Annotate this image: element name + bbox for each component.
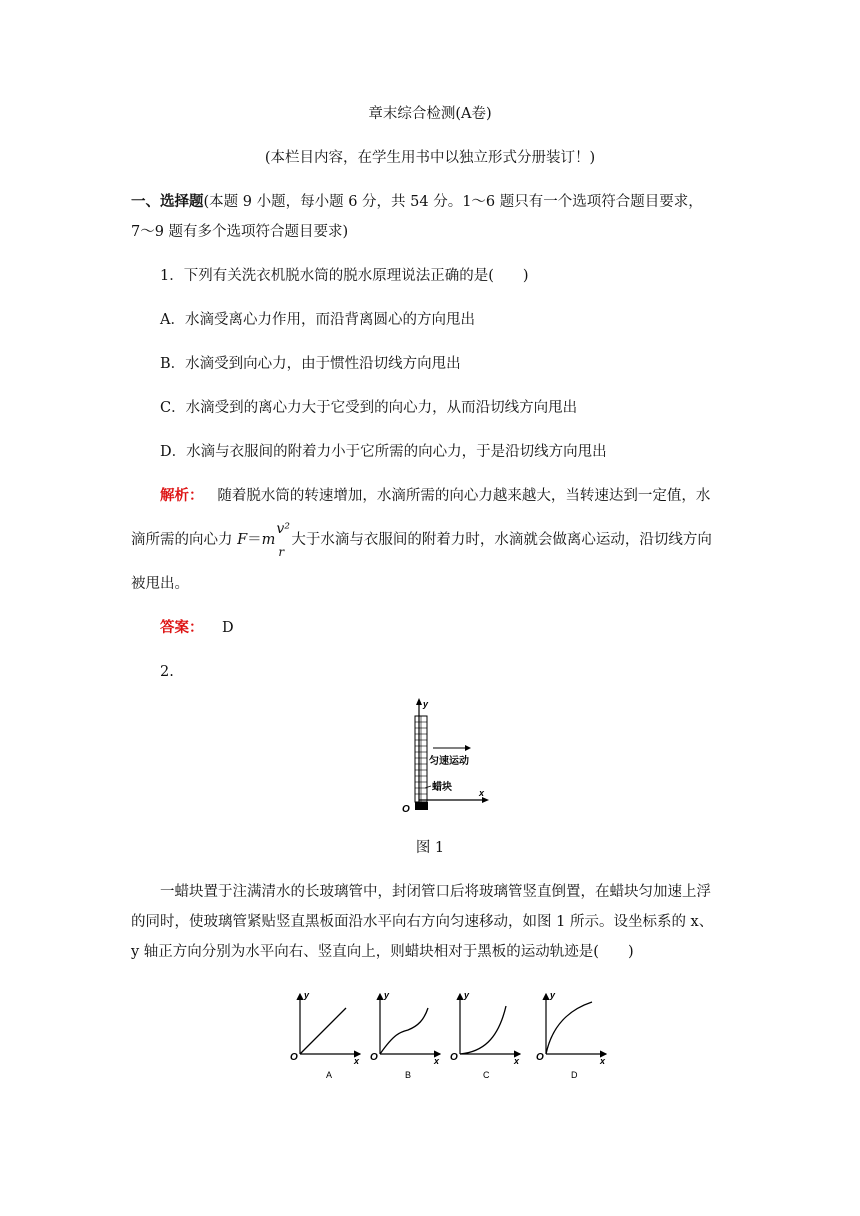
choice-d-origin: O (536, 1052, 544, 1063)
formula-numerator: v² (276, 521, 290, 537)
choice-d-y: y (550, 990, 556, 1000)
formula-f: F (237, 532, 248, 548)
formula-eq: ＝ (247, 532, 262, 548)
binding-note: (本栏目内容，在学生用书中以独立形式分册装订！) (264, 150, 596, 166)
choice-d-x: x (600, 1056, 606, 1066)
fig1-x-label: x (479, 788, 485, 798)
choice-b-x: x (434, 1056, 440, 1066)
choice-c-graph (450, 990, 520, 1080)
q1-answer (160, 618, 234, 638)
q2-choice-graphs (286, 986, 616, 1082)
formula-denominator: r (278, 545, 285, 559)
q1-option-c: C．水滴受到的离心力大于它受到的向心力，从而沿切线方向甩出 (160, 400, 578, 416)
answer-label: 答案： (160, 619, 204, 636)
choice-d-label: D (571, 1070, 578, 1080)
page-title: 章末综合检测(A卷) (368, 106, 492, 122)
choice-c-y: y (464, 990, 470, 1000)
fig1-block-label: 蜡块 (432, 782, 452, 793)
answer-value: D (221, 620, 234, 636)
choice-c-origin: O (450, 1052, 458, 1063)
fig1-y-label: y (423, 699, 429, 709)
choice-c-label: C (483, 1070, 490, 1080)
q1-analysis (160, 486, 710, 506)
choice-a-x: x (354, 1056, 360, 1066)
section-header (131, 192, 703, 212)
section-heading: 一、选择题 (131, 193, 204, 210)
choice-a-graph (290, 990, 360, 1080)
choice-a-origin: O (290, 1052, 298, 1063)
q1-analysis-line2 (131, 521, 712, 559)
q2-stem-line3: y 轴正方向分别为水平向右、竖直向上，则蜡块相对于黑板的运动轨迹是( ) (131, 944, 634, 960)
choice-a-label: A (326, 1070, 333, 1080)
fig1-motion-label: 匀速运动 (429, 756, 469, 767)
analysis-text-2a: 滴所需的向心力 (131, 532, 233, 548)
q1-analysis-line3: 被甩出。 (131, 576, 189, 592)
choice-c-x: x (514, 1056, 520, 1066)
formula-m: m (261, 532, 276, 548)
choice-b-origin: O (370, 1052, 378, 1063)
choice-b-label: B (405, 1070, 412, 1080)
q2-stem-line2: 的同时，使玻璃管紧贴竖直黑板面沿水平向右方向匀速移动，如图 1 所示。设坐标系的 x、 (131, 914, 714, 930)
analysis-text-1: 随着脱水筒的转速增加，水滴所需的向心力越来越大，当转速达到一定值，水 (217, 488, 711, 504)
formula-fraction (275, 521, 291, 559)
analysis-label: 解析： (160, 487, 204, 504)
q2-number: 2. (160, 664, 174, 680)
q2-stem-line1: 一蜡块置于注满清水的长玻璃管中，封闭管口后将玻璃管竖直倒置，在蜡块匀加速上浮 (160, 884, 711, 900)
choice-b-graph (370, 990, 440, 1080)
analysis-text-2b: 大于水滴与衣服间的附着力时，水滴就会做离心运动，沿切线方向 (291, 532, 712, 548)
q1-option-d: D．水滴与衣服间的附着力小于它所需的向心力，于是沿切线方向甩出 (160, 444, 607, 460)
figure-1-glass-tube (395, 696, 495, 816)
choice-b-y: y (384, 990, 390, 1000)
section-desc-cont: 7～9 题有多个选项符合题目要求) (131, 224, 349, 240)
section-desc: (本题 9 小题，每小题 6 分，共 54 分。1～6 题只有一个选项符合题目要求， (203, 194, 703, 210)
q1-stem: 1．下列有关洗衣机脱水筒的脱水原理说法正确的是( ) (160, 268, 529, 284)
figure-1-caption: 图 1 (415, 840, 445, 856)
fig1-origin: O (402, 804, 410, 815)
q1-option-a: A．水滴受离心力作用，而沿背离圆心的方向甩出 (160, 312, 475, 328)
choice-a-y: y (304, 990, 310, 1000)
q1-option-b: B．水滴受到向心力，由于惯性沿切线方向甩出 (160, 356, 461, 372)
choice-d-graph (536, 990, 606, 1080)
